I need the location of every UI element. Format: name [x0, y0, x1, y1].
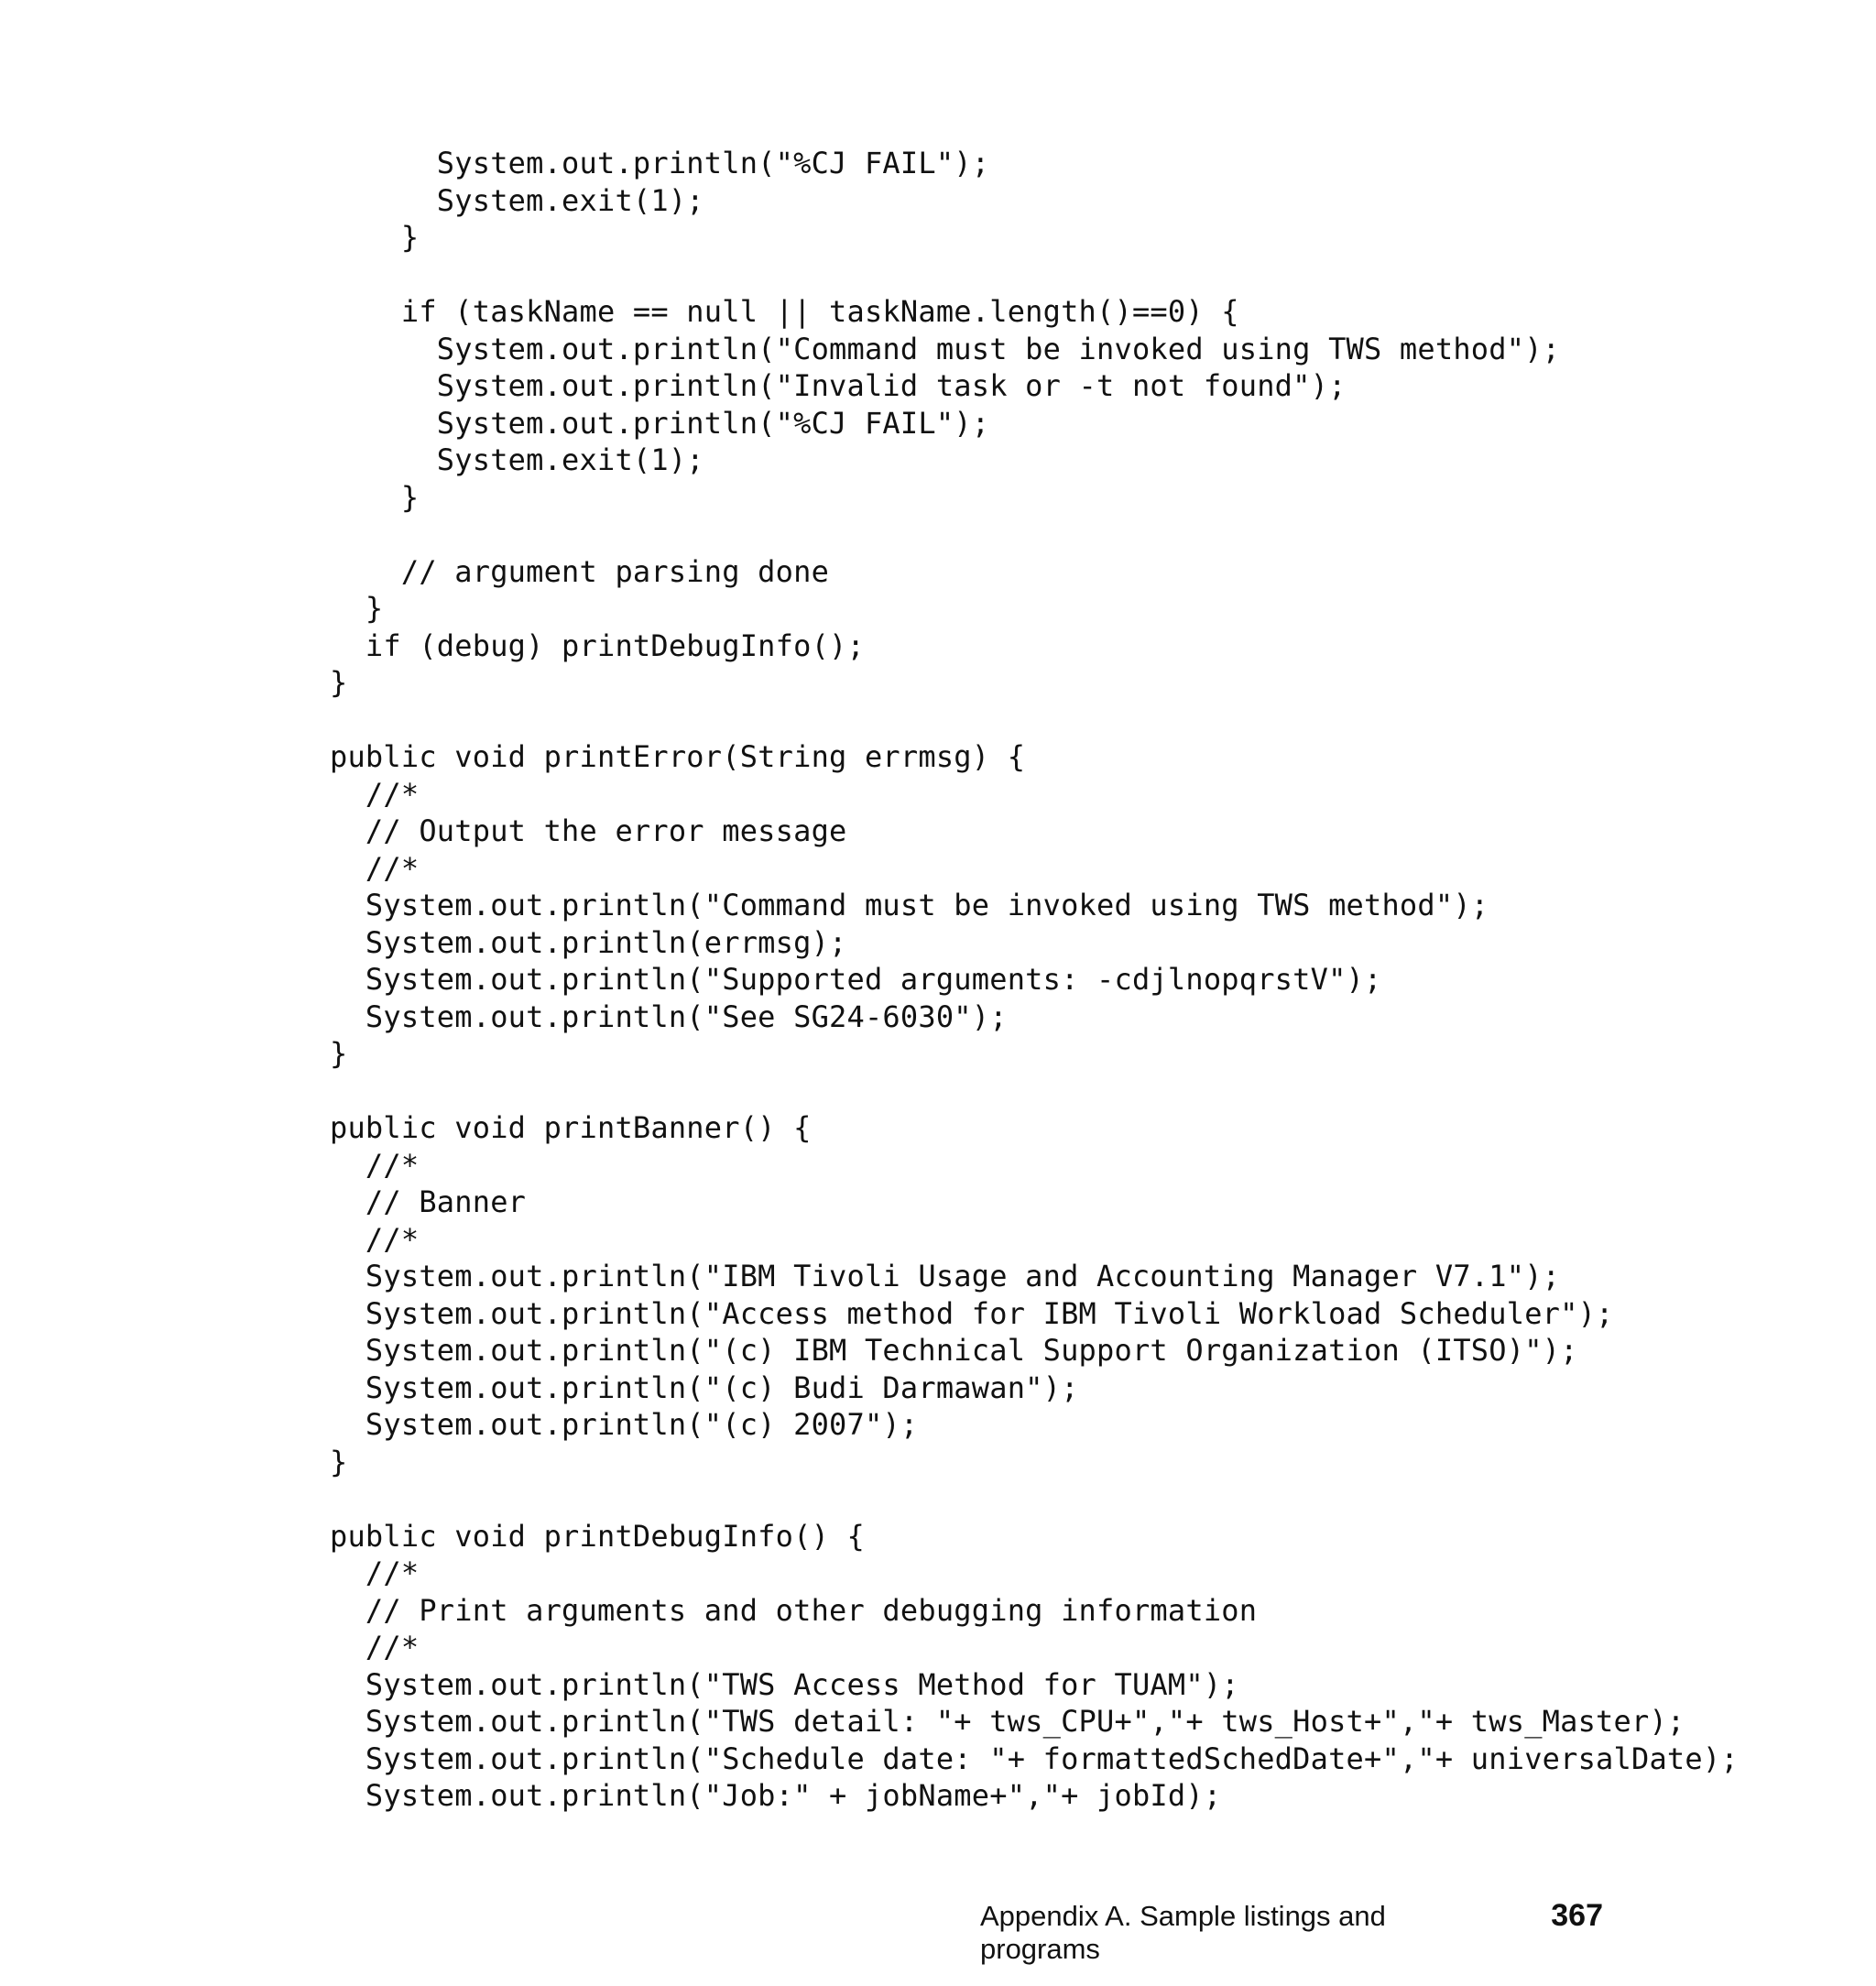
code-line: System.out.println("TWS detail: "+ tws_CPU+","+ tws_Host+","+ tws_Master); — [330, 1704, 1685, 1739]
code-line: } — [330, 1036, 348, 1071]
code-line: } — [330, 479, 420, 515]
code-line: System.out.println("Command must be invoked using TWS method"); — [330, 888, 1489, 922]
code-line: System.out.println("(c) 2007"); — [330, 1407, 919, 1442]
code-line: //* — [330, 1147, 420, 1183]
code-line: System.exit(1); — [330, 442, 704, 477]
code-line — [330, 702, 1739, 739]
code-line: //* — [330, 850, 420, 886]
code-line: System.out.println("%CJ FAIL"); — [330, 146, 990, 180]
code-line: } — [330, 220, 420, 255]
code-line: System.exit(1); — [330, 182, 704, 218]
code-line: System.out.println("(c) Budi Darmawan"); — [330, 1369, 1079, 1405]
code-line: System.out.println("See SG24-6030"); — [330, 998, 1008, 1034]
code-line: if (debug) printDebugInfo(); — [330, 627, 865, 663]
code-line: System.out.println("Supported arguments: -cdjlnopqrstV"); — [330, 962, 1382, 997]
page-number: 367 — [1551, 1898, 1603, 1933]
code-line: public void printBanner() { — [330, 1110, 812, 1145]
code-line — [330, 256, 1739, 294]
code-listing — [330, 145, 1739, 1815]
code-line: System.out.println("TWS Access Method for TUAM"); — [330, 1666, 1239, 1702]
code-line: if (taskName == null || taskName.length()==0) { — [330, 294, 1239, 329]
code-line: } — [330, 665, 348, 700]
code-line — [330, 516, 1739, 553]
code-line: } — [330, 591, 384, 626]
code-line: } — [330, 1444, 348, 1479]
code-line: //* — [330, 1221, 420, 1257]
code-line: // Output the error message — [330, 813, 847, 848]
code-line: //* — [330, 776, 420, 812]
code-line: // Print arguments and other debugging information — [330, 1592, 1258, 1628]
code-line: public void printError(String errmsg) { — [330, 739, 1026, 774]
code-line: System.out.println("Access method for IBM Tivoli Workload Scheduler"); — [330, 1295, 1614, 1331]
code-line: public void printDebugInfo() { — [330, 1518, 865, 1554]
code-line: System.out.println("Job:" + jobName+","+ jobId); — [330, 1778, 1222, 1813]
code-line — [330, 1073, 1739, 1110]
code-line: System.out.println("IBM Tivoli Usage and Accounting Manager V7.1"); — [330, 1259, 1561, 1293]
page-footer — [980, 1898, 1603, 1965]
code-line: System.out.println("%CJ FAIL"); — [330, 405, 990, 441]
code-line: // Banner — [330, 1184, 527, 1219]
code-line: //* — [330, 1630, 420, 1664]
code-line: System.out.println("Invalid task or -t not found"); — [330, 368, 1347, 403]
code-line: System.out.println("Command must be invoked using TWS method"); — [330, 331, 1561, 366]
code-line: //* — [330, 1555, 420, 1590]
code-line: System.out.println("(c) IBM Technical Support Organization (ITSO)"); — [330, 1333, 1578, 1368]
footer-section-title: Appendix A. Sample listings and programs — [980, 1900, 1386, 1965]
code-line: System.out.println(errmsg); — [330, 924, 847, 960]
code-line — [330, 1480, 1739, 1518]
code-line: // argument parsing done — [330, 553, 830, 589]
code-line: System.out.println("Schedule date: "+ formattedSchedDate+","+ universalDate); — [330, 1740, 1739, 1776]
